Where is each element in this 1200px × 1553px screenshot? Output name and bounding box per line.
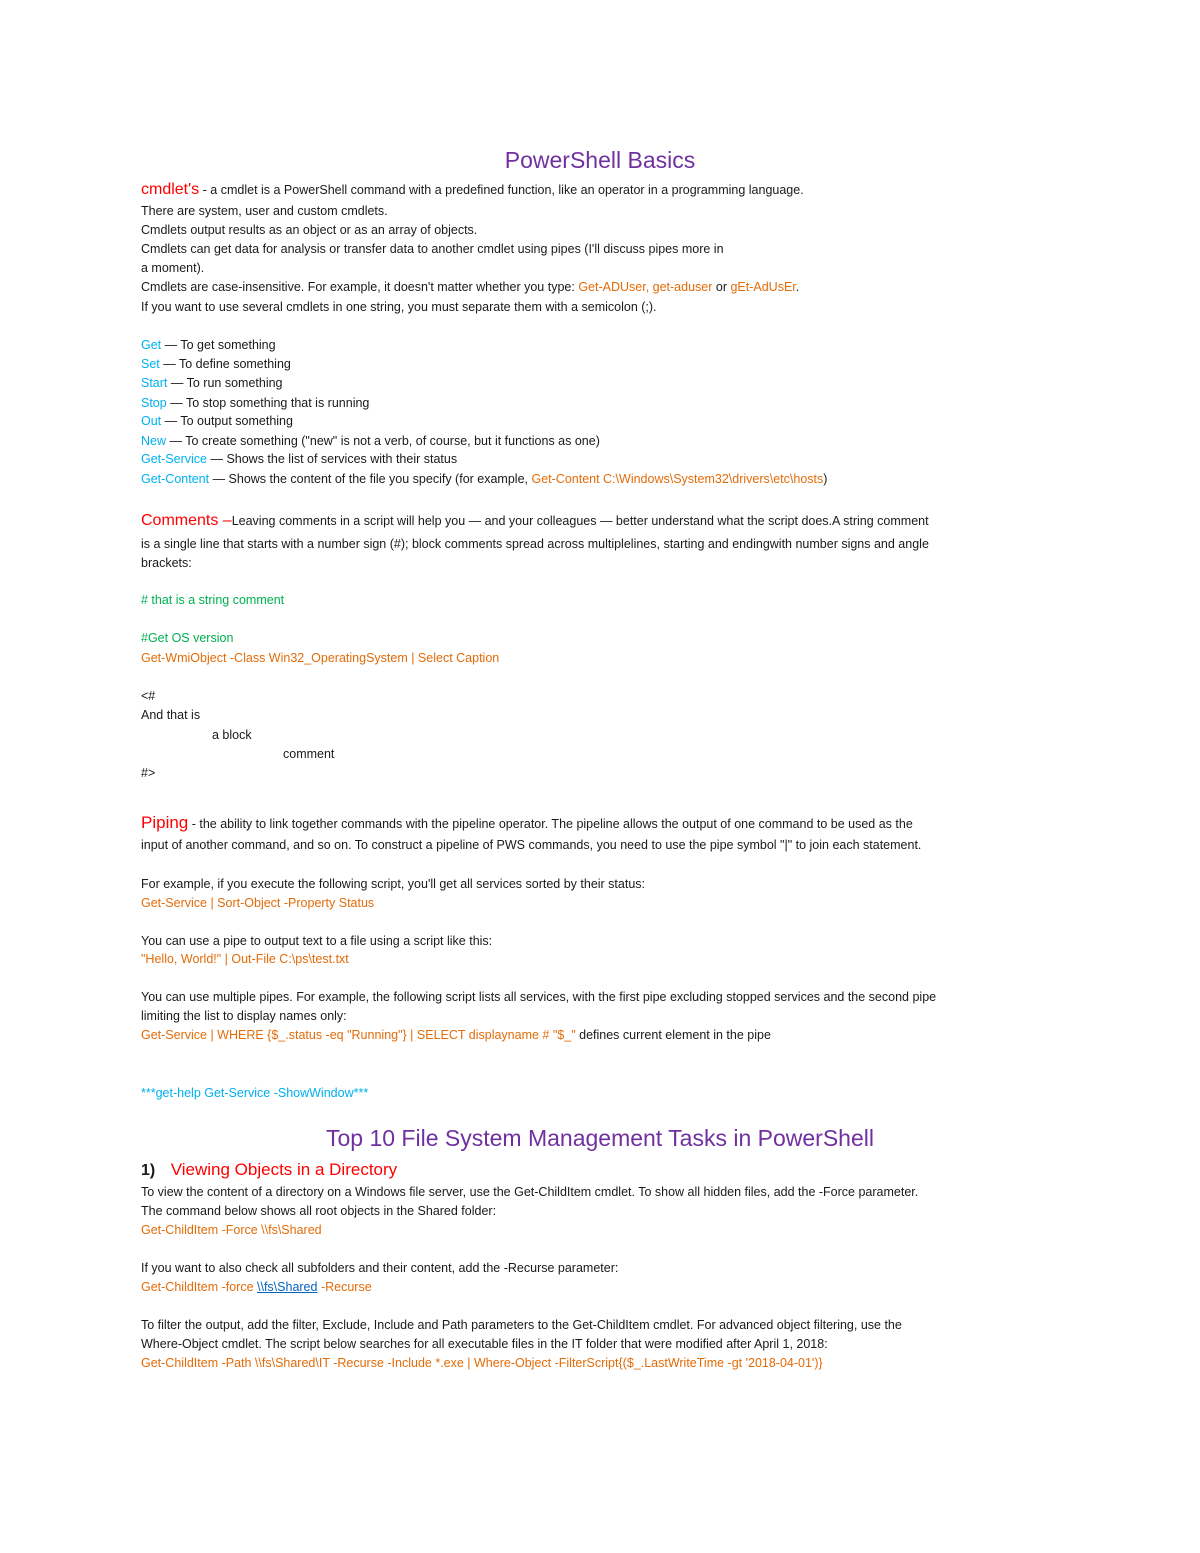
- verb-item: [141, 471, 827, 487]
- piping-term: Piping: [141, 813, 189, 832]
- section-p2-code-b: -Recurse: [317, 1280, 372, 1294]
- verb-name: Set: [141, 357, 160, 371]
- section-p3-code: Get-ChildItem -Path \\fs\Shared\IT -Recurse -Include *.exe | Where-Object -FilterScript{($_.LastWriteTime -gt '2018-04-01')}: [141, 1356, 823, 1370]
- block-comment-line: a block: [212, 728, 252, 742]
- piping-line-1: [141, 815, 913, 832]
- verb-example-end: ): [823, 472, 828, 486]
- section-p2-text: If you want to also check all subfolders and their content, add the -Recurse parameter:: [141, 1261, 619, 1275]
- piping-example-3-line-1: You can use multiple pipes. For example, the following script lists all services, with the first pipe excluding stopped services and the second pipe: [141, 990, 937, 1004]
- section-p2-code-line: [141, 1279, 372, 1295]
- verb-item: [141, 395, 369, 411]
- case-example-a: Get-ADUser, get-aduser: [578, 280, 713, 294]
- comments-term: Comments –: [141, 512, 232, 529]
- section-p3-line-1: To filter the output, add the filter, Exclude, Include and Path parameters to the Get-ChildItem cmdlet. For advanced object filtering, use the: [141, 1318, 902, 1332]
- piping-example-1-text: For example, if you execute the following script, you'll get all services sorted by their status:: [141, 877, 646, 891]
- comments-text: Leaving comments in a script will help you — and your colleagues — better understand what the script does.A string comment: [231, 514, 929, 528]
- verb-desc: — To output something: [161, 414, 293, 428]
- cmdlets-line-5: a moment).: [141, 261, 205, 275]
- block-comment-open: <#: [141, 689, 156, 703]
- verb-name: Get: [141, 338, 162, 352]
- section-p1-line-2: The command below shows all root objects in the Shared folder:: [141, 1204, 497, 1218]
- verb-name: Out: [141, 414, 162, 428]
- section-heading: [141, 1160, 397, 1181]
- piping-line-2: input of another command, and so on. To construct a pipeline of PWS commands, you need to use the pipe symbol "|" to join each statement.: [141, 838, 922, 852]
- verb-desc: — To create something ("new" is not a verb, of course, but it functions as one): [166, 434, 600, 448]
- verb-name: Get-Content: [141, 472, 210, 486]
- piping-text: - the ability to link together commands with the pipeline operator. The pipeline allows the output of one command to be used as the: [188, 817, 913, 831]
- comments-line-3: brackets:: [141, 556, 192, 570]
- cmdlets-def-text: - a cmdlet is a PowerShell command with a predefined function, like an operator in a programming language.: [199, 183, 804, 197]
- help-command: ***get-help Get-Service -ShowWindow***: [141, 1086, 369, 1100]
- cmdlets-line-6: [141, 279, 799, 295]
- verb-item: [141, 413, 293, 429]
- cmdlets-line-3: Cmdlets output results as an object or as an array of objects.: [141, 223, 478, 237]
- verb-desc: — To get something: [161, 338, 276, 352]
- verb-desc: — To run something: [167, 376, 283, 390]
- block-comment-line: And that is: [141, 708, 201, 722]
- verb-desc: — To define something: [159, 357, 291, 371]
- verb-item: [141, 451, 457, 467]
- verb-desc: — To stop something that is running: [166, 396, 370, 410]
- cmdlets-term: cmdlet's: [141, 181, 200, 198]
- section-p1-line-1: To view the content of a directory on a Windows file server, use the Get-ChildItem cmdlet. To show all hidden files, add the -Force parameter.: [141, 1185, 919, 1199]
- verb-name: Get-Service: [141, 452, 207, 466]
- section-heading-text: Viewing Objects in a Directory: [170, 1160, 398, 1179]
- verb-desc: — Shows the list of services with their status: [207, 452, 458, 466]
- section-p1-code: Get-ChildItem -Force \\fs\Shared: [141, 1223, 322, 1237]
- shared-folder-link[interactable]: \\fs\Shared: [257, 1280, 318, 1294]
- block-comment-line: comment: [283, 747, 335, 761]
- verb-name: Stop: [141, 396, 167, 410]
- page-title: PowerShell Basics: [504, 147, 696, 173]
- case-end: .: [795, 280, 800, 294]
- verb-item: [141, 375, 283, 391]
- verb-name: New: [141, 434, 167, 448]
- get-os-code: Get-WmiObject -Class Win32_OperatingSystem | Select Caption: [141, 651, 500, 665]
- string-comment-example: # that is a string comment: [141, 593, 285, 607]
- verb-item: [141, 433, 600, 449]
- get-os-comment: #Get OS version: [141, 631, 234, 645]
- section-p2-code-a: Get-ChildItem -force: [141, 1280, 258, 1294]
- verb-item: [141, 356, 291, 372]
- section-title: Top 10 File System Management Tasks in PowerShell: [325, 1125, 874, 1151]
- piping-example-2-code: "Hello, World!" | Out-File C:\ps\test.txt: [141, 952, 349, 966]
- verb-item: [141, 337, 276, 353]
- piping-example-3-note: defines current element in the pipe: [575, 1028, 771, 1042]
- section-p3-line-2: Where-Object cmdlet. The script below searches for all executable files in the IT folder that were modified after April 1, 2018:: [141, 1337, 828, 1351]
- cmdlets-line-4: Cmdlets can get data for analysis or transfer data to another cmdlet using pipes (I'll discuss pipes more in: [141, 242, 724, 256]
- cmdlets-definition: [141, 182, 804, 198]
- comments-line-1: [141, 513, 929, 529]
- piping-example-3-code-line: [141, 1027, 771, 1043]
- verb-name: Start: [141, 376, 168, 390]
- piping-example-1-code: Get-Service | Sort-Object -Property Status: [141, 896, 375, 910]
- case-example-b: gEt-AdUsEr: [730, 280, 796, 294]
- cmdlets-line-2: There are system, user and custom cmdlets.: [141, 204, 388, 218]
- cmdlets-line-7: If you want to use several cmdlets in one string, you must separate them with a semicolon (;).: [141, 300, 657, 314]
- block-comment-close: #>: [141, 766, 156, 780]
- piping-example-3-code: Get-Service | WHERE {$_.status -eq "Running"} | SELECT displayname # "$_": [141, 1028, 576, 1042]
- piping-example-3-line-2: limiting the list to display names only:: [141, 1009, 347, 1023]
- comments-line-2: is a single line that starts with a number sign (#); block comments spread across multiplelines, starting and endingwith number signs and angle: [141, 537, 929, 551]
- case-text: Cmdlets are case-insensitive. For example, it doesn't matter whether you type:: [141, 280, 579, 294]
- verb-example-code: Get-Content C:\Windows\System32\drivers\etc\hosts: [531, 472, 824, 486]
- section-number: 1): [141, 1162, 156, 1179]
- piping-example-2-text: You can use a pipe to output text to a file using a script like this:: [141, 934, 493, 948]
- verb-desc: — Shows the content of the file you specify (for example,: [209, 472, 532, 486]
- case-or: or: [712, 280, 731, 294]
